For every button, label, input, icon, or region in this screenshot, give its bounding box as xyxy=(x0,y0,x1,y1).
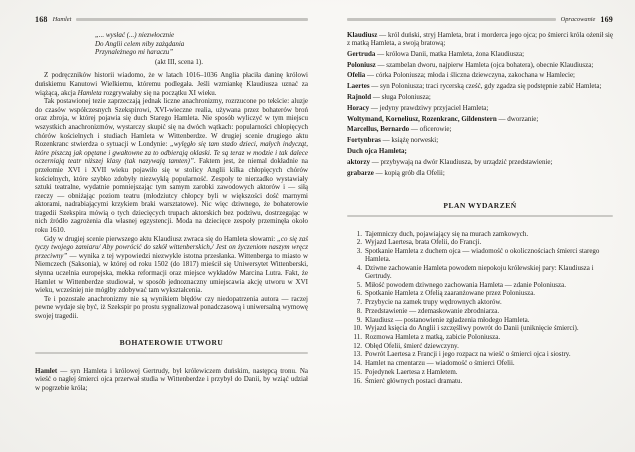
character-entry: Fortynbras — książę norweski; xyxy=(347,136,439,145)
page-number-right: 169 xyxy=(600,15,613,24)
quote-line: Do Anglii celem niby zażądania xyxy=(95,39,185,48)
header-rule-right xyxy=(347,18,556,20)
plan-item: 11. Rozmowa Hamleta z matką, zabicie Poloniusza. xyxy=(353,333,501,341)
plan-item: 9. Klaudiusz — postanowienie zgładzenia młodego Hamleta. xyxy=(356,315,530,324)
plan-item: 14. Hamlet na cmentarzu — wiadomość o śmierci Ofelii. xyxy=(353,359,515,368)
paragraph: Gdy w drugiej scenie pierwszego aktu Klaudiusz zwraca się do Hamleta słowami: „co się zaś tyczy twojego zamiaru/ Aby powrócić do szkół wittenberskich,/ Jest on życzeniom naszym wręcz przeciwny” — wynika z tej wypowiedzi niezwykle istotna przesłanka. Wittenberga to miasto w Niemczech (Saksonia), w której od roku 1502 (do 1817) mieścił się Uniwersytet Wittenberski, słynna uczelnia europejska, mekka reformacji oraz miejsce wykładów Marcina Lutra. Fakt, że Hamlet w Wittenberdze studiował, w sposób jednoznaczny umiejscawia akcję utworu w XVI wieku, wcześniej nie mógłby zdobywać tam wykształcenia. xyxy=(35,234,308,295)
plan-item: 8. Przedstawienie — zdemaskowanie zbrodniarza. xyxy=(356,306,500,315)
plan-list xyxy=(349,230,609,385)
plan-item: 10. Wyjazd księcia do Anglii i szczęśliwy powrót do Danii (uniknięcie śmierci). xyxy=(353,324,579,333)
quote-line: Przynależnego mi haraczu” xyxy=(95,48,174,57)
plan-item: 12. Obłęd Ofelii, śmierć dziewczyny. xyxy=(353,341,459,350)
page-number-left: 168 xyxy=(35,15,48,24)
character-entry: Marcellus, Bernardo — oficerowie; xyxy=(347,125,452,134)
plan-item: 16. Śmierć głównych postaci dramatu. xyxy=(353,376,463,385)
section-heading-plan: PLAN WYDARZEŃ xyxy=(443,200,517,210)
header-rule-left xyxy=(76,18,308,20)
paragraph: Tak postawionej tezie zaprzeczają jednak liczne anachronizmy, rozrzucone po tekście: aluzje do czasów współczesnych Szekspirowi, XVI-wieczne realia, używana przez bohaterów broń oraz zbroja, w której pojawia się duch Starego Hamleta. Nie sposób wyliczyć w tym miejscu wszystkich anachronizmów, wystarczy skupić się na dwóch wątkach: popularności chłopięcych chórów kościelnych i studiach Hamleta w Wittenberdze. W drugiej scenie drugiego aktu Rozenkranc stwierdza o sytuacji w Londynie: „wylęgło się tam stado dzieci, małych indycząt, które piszczą jak opętane i gwałtowne za to odbierają oklaski. Te są teraz w modzie i tak dalece oczerniają teatr niższej klasy (tak nazywają tamten)”. Faktem jest, że niemal dokładnie na przełomie XVI i XVII wieku pojawiło się w stolicy Anglii kilka chłopięcych chórów kościelnych, które szybko zdobyły niezwykłą popularność. Zespoły te nierzadko wystawiały sztuki teatralne, wydatnie pomniejszając tym samym zarobki zawodowych aktorów i — siłą rzeczy — obniżając poziom teatru (młodziutcy chłopcy byli w większości dość marnymi aktorami, nadrabiającymi krzykiem braki warsztatowe). Nic więc dziwnego, że bohaterowie tragedii Szekspira mówią o tych dziecięcych trupach aktorskich bez podziwu, dostrzegając w nich źródło zagrożenia dla własnej egzystencji. Moda na dziecięce zespoły przeminęła około roku 1610. xyxy=(35,97,308,235)
epigraph-quote xyxy=(95,31,308,57)
plan-item: 2. Wyjazd Laertesa, brata Ofelii, do Francji. xyxy=(356,238,482,247)
page-header-right xyxy=(347,15,613,24)
plan-item: 3. Spotkanie Hamleta z duchem ojca — wiadomość o okolicznościach śmierci starego Hamleta. xyxy=(356,246,600,264)
character-entry: Poloniusz — szambelan dworu, najpierw Hamleta (ojca bohatera), obecnie Klaudiusza; xyxy=(347,60,594,69)
heading-rule-plan xyxy=(347,215,613,217)
character-entry: Woltymand, Korneliusz, Rozenkranc, Gildenstern — dworzanie; xyxy=(347,114,539,123)
character-entry: Klaudiusz — król duński, stryj Hamleta, brat i morderca jego ojca; po śmierci króla ożenił się z matką Hamleta, a swoją bratową; xyxy=(347,31,613,47)
plan-item: 15. Pojedynek Laertesa z Hamletem. xyxy=(353,367,458,376)
quote-line: „... wysłać (...) niezwłocznie xyxy=(95,31,175,39)
character-entry: Gertruda — królowa Danii, matka Hamleta, żona Klaudiusza; xyxy=(347,49,525,58)
page-right xyxy=(347,15,613,385)
heading-rule-bohaterowie xyxy=(35,352,308,354)
character-list-right xyxy=(347,31,613,177)
page-header-left xyxy=(35,15,308,24)
section-heading-bohaterowie: BOHATEROWIE UTWORU xyxy=(119,337,224,347)
character-entry: Ofelia — córka Poloniusza; młoda i śliczna dziewczyna, zakochana w Hamlecie; xyxy=(347,71,576,80)
plan-item: 7. Przybycie na zamek trupy wędrownych aktorów. xyxy=(356,298,502,307)
quote-attribution: (akt III, scena 1). xyxy=(155,57,204,66)
plan-item: 6. Spotkanie Hamleta z Ofelią zaaranżowane przez Poloniusza. xyxy=(356,289,536,298)
running-title-right: Opracowanie xyxy=(560,16,596,23)
plan-item: 1. Tajemniczy duch, pojawiający się na murach zamkowych. xyxy=(356,229,529,238)
character-entry: aktorzy — przybywają na dwór Klaudiusza, by urządzić przedstawienie; xyxy=(347,157,553,166)
page-left xyxy=(35,15,308,392)
character-entry: grabarze — kopią grób dla Ofelii; xyxy=(347,168,445,177)
character-entry: Laertes — syn Poloniusza; traci rycerską cześć, gdy zgadza się podstępnie zabić Hamleta; xyxy=(347,82,602,91)
paragraph: Z podręczników historii wiadomo, że w latach 1016–1036 Anglia płaciła daninę królowi duńskiemu Kanutowi Wielkiemu, któremu podlegała. Jeśli wzmiankę Klaudiusza uznać za wiążącą, akcja Hamleta rozgrywałaby się na początku XI wieku. xyxy=(35,71,308,97)
plan-item: 5. Miłość powodem dziwnego zachowania Hamleta — zdanie Poloniusza. xyxy=(356,280,566,289)
paragraph: Te i pozostałe anachronizmy nie są wynikiem błędów czy niedopatrzenia autora — raczej pewne wydaje się być, iż Szekspir po prostu sygnalizował ponadczasową i uniwersalną wymowę swojej tragedii. xyxy=(35,294,308,320)
character-entry: Duch ojca Hamleta; xyxy=(347,146,407,155)
character-entry: Horacy — jedyny prawdziwy przyjaciel Hamleta; xyxy=(347,103,489,112)
character-entry: Rajnold — sługa Poloniusza; xyxy=(347,92,431,101)
plan-item: 13. Powrót Laertesa z Francji i jego rozpacz na wieść o śmierci ojca i siostry. xyxy=(353,350,571,359)
body-paragraphs xyxy=(35,71,308,320)
character-list-left xyxy=(35,367,308,393)
character-entry: Hamlet — syn Hamleta i królowej Gertrudy, był królewiczem duńskim, następcą tronu. Na wieść o nagłej śmierci ojca przerwał studia w Wittenberdze i przybył do Danii, by wziąć udział w pogrzebie króla; xyxy=(35,366,308,392)
running-title-left: Hamlet xyxy=(52,16,72,23)
plan-item: 4. Dziwne zachowanie Hamleta powodem niepokoju królewskiej pary: Klaudiusza i Gertrudy. xyxy=(356,263,594,281)
